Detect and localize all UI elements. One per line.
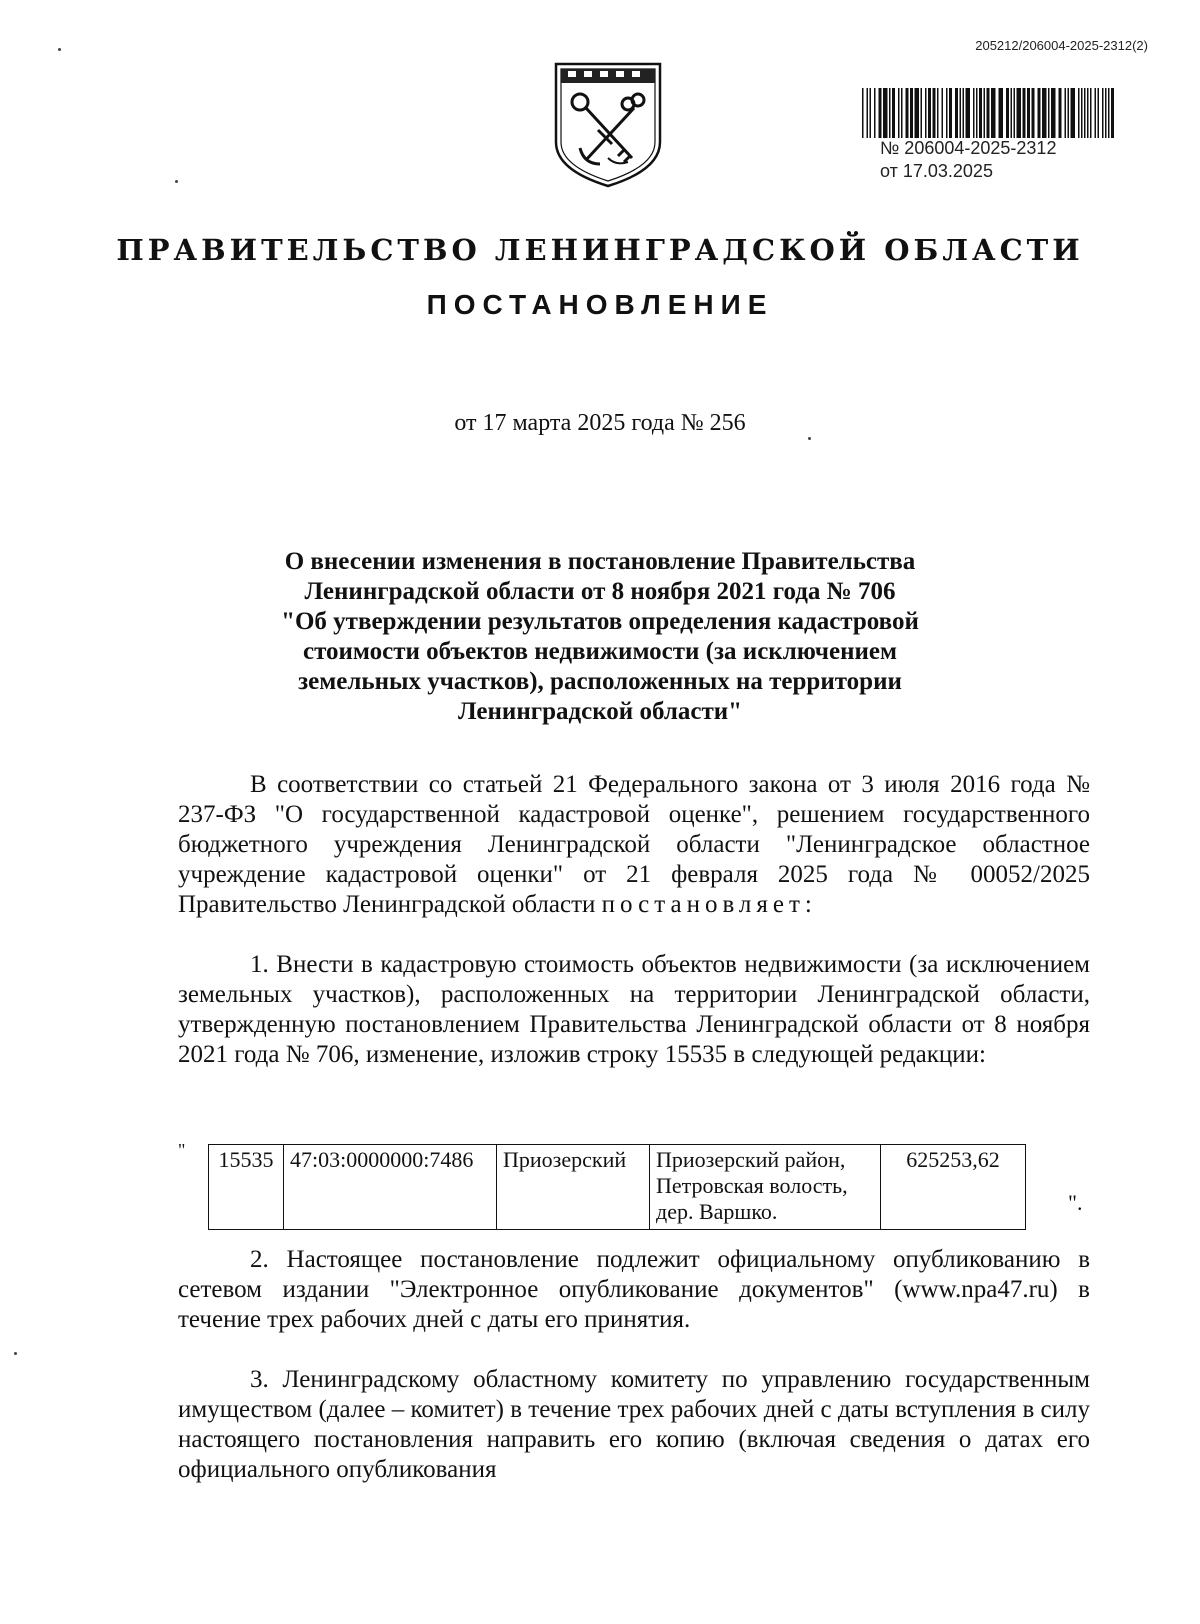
barcode-bar	[1051, 88, 1056, 138]
scan-speck	[808, 437, 811, 440]
subject-line: Ленинградской области от 8 ноября 2021 года № 706	[304, 578, 896, 605]
barcode-bar	[1090, 88, 1092, 138]
barcode-bar	[1095, 88, 1097, 138]
cadastral-table	[208, 1144, 1026, 1230]
subject-line: земельных участков), расположенных на территории	[298, 668, 902, 695]
barcode-bar	[976, 88, 978, 138]
barcode-bar	[987, 88, 990, 138]
barcode-bar	[1017, 88, 1022, 138]
address-line: Приозерский район,	[656, 1147, 846, 1172]
barcode-bar	[928, 88, 931, 138]
cell-district: Приозерский	[497, 1145, 650, 1230]
barcode-bar	[1048, 88, 1050, 138]
barcode-bar	[862, 88, 864, 138]
cell-cadastral-number: 47:03:0000000:7486	[284, 1145, 497, 1230]
barcode-bar	[1098, 88, 1100, 138]
barcode-bar	[1038, 88, 1041, 138]
barcode-bar	[955, 88, 958, 138]
barcode-bar	[937, 88, 939, 138]
barcode-bar	[867, 88, 869, 138]
barcode-bar	[1087, 88, 1089, 138]
barcode-bar	[1068, 88, 1070, 138]
subject-line: "Об утверждении результатов определения кадастровой	[281, 608, 919, 635]
barcode-bar	[966, 88, 971, 138]
table-row	[209, 1145, 1026, 1230]
decree-word: постановляет:	[601, 891, 817, 918]
table-open-quote: "	[178, 1140, 186, 1160]
document-id: 205212/206004-2025-2312(2)	[975, 38, 1148, 53]
coat-of-arms-icon	[550, 58, 666, 190]
cell-row-number: 15535	[209, 1145, 284, 1230]
barcode-bar	[883, 88, 888, 138]
scan-speck	[175, 180, 178, 183]
table-close-quote: ".	[1068, 1190, 1083, 1215]
item-2-paragraph: 2. Настоящее постановление подлежит официальному опубликованию в сетевом издании "Электронное опубликование документов" (www.npa47.ru) в течение трех рабочих дней с даты его принятия.	[178, 1246, 1090, 1333]
decree-subject	[190, 547, 1010, 727]
barcode-bar	[1078, 88, 1080, 138]
preamble-text: В соответствии со статьей 21 Федерального закона от 3 июля 2016 года № 237-ФЗ "О государственной кадастровой оценке", решением государственного бюджетного учреждения Ленинградской области "Ленинградское областное учреждение кадастровой оценки" от 21 февраля 2025 года № 00052/2025 Правительство Ленинградской области	[178, 771, 1090, 918]
barcode-bar	[979, 88, 982, 138]
barcode-bar	[915, 88, 920, 138]
document-type: ПОСТАНОВЛЕНИЕ	[426, 289, 774, 320]
barcode-bar	[946, 88, 948, 138]
government-title: ПРАВИТЕЛЬСТВО ЛЕНИНГРАДСКОЙ ОБЛАСТИ	[116, 233, 1084, 267]
barcode-bar	[1111, 88, 1114, 138]
subject-line: стоимости объектов недвижимости (за исключением	[302, 638, 898, 665]
cell-cadastral-value: 625253,62	[881, 1145, 1026, 1230]
registration-date: от 17.03.2025	[880, 161, 993, 181]
barcode-bar	[1032, 88, 1035, 138]
barcode-bar	[949, 88, 952, 138]
cell-address	[650, 1145, 881, 1230]
barcode-bar	[1081, 88, 1083, 138]
barcode-bar	[984, 88, 986, 138]
barcode-bar	[1071, 88, 1076, 138]
item-3-paragraph: 3. Ленинградскому областному комитету по управлению государственным имуществом (далее – комитет) в течение трех рабочих дней с даты вступления в силу настоящего постановления направить его копию (включая сведения о датах его официального опубликования	[178, 1366, 1090, 1483]
preamble-paragraph	[178, 770, 1090, 920]
barcode-bar	[1059, 88, 1062, 138]
subject-line: Ленинградской области"	[457, 698, 743, 725]
barcode-bar	[925, 88, 927, 138]
barcode-bar	[1023, 88, 1026, 138]
barcode-bar	[1102, 88, 1104, 138]
barcode	[862, 88, 1117, 138]
barcode-bar	[1011, 88, 1013, 138]
registration-block	[880, 137, 1056, 183]
scan-speck	[14, 1352, 17, 1355]
barcode-bar	[1042, 88, 1047, 138]
barcode-bar	[879, 88, 882, 138]
barcode-bar	[960, 88, 962, 138]
barcode-bar	[921, 88, 923, 138]
barcode-bar	[1105, 88, 1107, 138]
barcode-bar	[910, 88, 913, 138]
barcode-bar	[906, 88, 909, 138]
scan-speck	[58, 48, 61, 51]
barcode-bar	[1065, 88, 1067, 138]
barcode-bar	[991, 88, 996, 138]
item-1-paragraph: 1. Внести в кадастровую стоимость объектов недвижимости (за исключением земельных участков), расположенных на территории Ленинградской области, утвержденную постановлением Правительства Ленинградской области от 8 ноября 2021 года № 706, изменение, изложив строку 15535 в следующей редакции:	[178, 951, 1090, 1068]
barcode-bar	[892, 88, 895, 138]
barcode-bar	[933, 88, 936, 138]
barcode-bar	[874, 88, 876, 138]
barcode-bar	[898, 88, 900, 138]
barcode-bar	[999, 88, 1004, 138]
subject-line: О внесении изменения в постановление Правительства	[284, 548, 916, 575]
barcode-bar	[1006, 88, 1009, 138]
barcode-bar	[1027, 88, 1030, 138]
barcode-bar	[973, 88, 975, 138]
barcode-bar	[901, 88, 903, 138]
barcode-bar	[870, 88, 872, 138]
barcode-bar	[963, 88, 965, 138]
address-line: дер. Варшко.	[656, 1199, 778, 1224]
barcode-bar	[942, 88, 944, 138]
registration-number: № 206004-2025-2312	[880, 138, 1057, 158]
barcode-bar	[1014, 88, 1016, 138]
barcode-bar	[1108, 88, 1110, 138]
barcode-bar	[1084, 88, 1086, 138]
barcode-bar	[889, 88, 891, 138]
address-line: Петровская волость,	[656, 1173, 848, 1198]
decree-date-number: от 17 марта 2025 года № 256	[454, 410, 746, 436]
